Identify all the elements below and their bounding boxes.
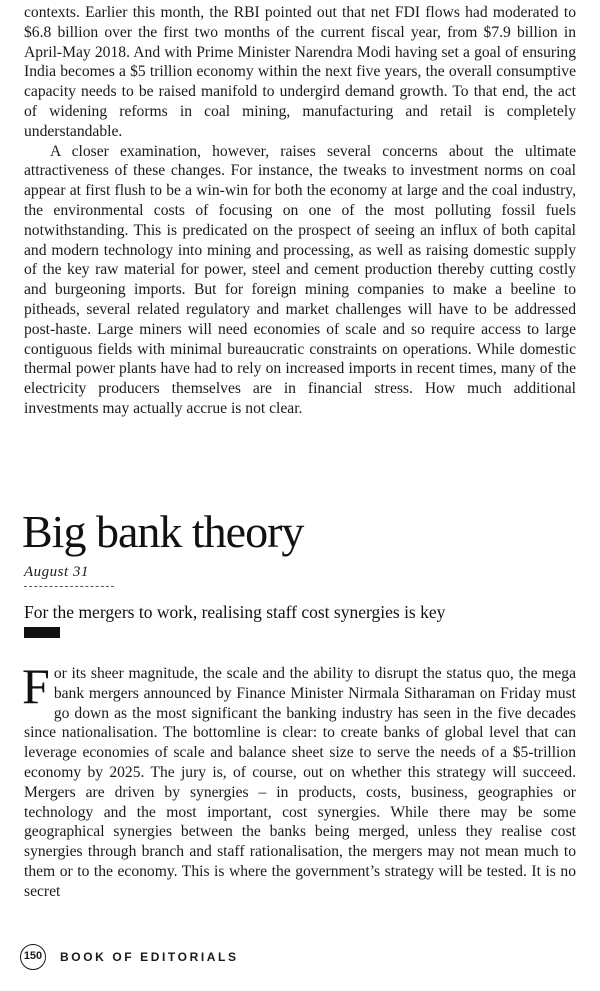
article-2-date: August 31	[24, 564, 89, 580]
article-1-paragraph-continued: contexts. Earlier this month, the RBI pointed out that net FDI flows had moderated to $6.8 billion over the first two months of the current fiscal year, from $7.9 billion in April-May 2018. And with Prime Minister Narendra Modi having set a goal of ensuring India becomes a $5 trillion economy within the next five years, the overall consumptive capacity needs to be raised manifold to undergird demand growth. To that end, the act of widening reforms in coal mining, manufacturing and retail is completely understandable.	[24, 4, 576, 140]
date-underline-rule	[24, 586, 114, 587]
article-1-paragraph-2: A closer examination, however, raises several concerns about the ultimate attractiveness of these changes. For instance, the tweaks to investment norms on coal appear at first flush to be a win-win for both the economy at large and the coal industry, the environmental costs of focusing on one of the most polluting fossil fuels notwithstanding. This is predicated on the prospect of seeing an influx of both capital and modern technology into mining and processing, as well as raising domestic supply of the key raw material for power, steel and cement production thereby cutting costly and burgeoning imports. But for foreign mining companies to make a beeline to pitheads, several related regulatory and market challenges will have to be addressed post-haste. Large miners will need economies of scale and so require access to large contiguous fields with minimal bureaucratic constraints on operations. While domestic thermal power plants have had to rely on increased imports in recent times, many of the electricity producers themselves are in financial stress. How much additional investments may actually accrue is not clear.	[24, 142, 576, 417]
article-1-body	[24, 3, 576, 419]
article-2-body	[22, 658, 576, 902]
article-2-headline: Big bank theory	[22, 506, 304, 557]
drop-cap: F	[22, 658, 50, 714]
article-2-paragraph-1: or its sheer magnitude, the scale and the ability to disrupt the status quo, the mega bank mergers announced by Finance Minister Nirmala Sitharaman on Friday must go down as the most significant the banking industry has seen in the five decades since nationalisation. The bottomline is clear: to create banks of global level that can leverage economies of scale and balance sheet size to serve the needs of a $5-trillion economy by 2025. The jury is, of course, out on whether this strategy will succeed. Mergers are driven by synergies – in products, costs, business, geographies or technology and the most important, cost synergies. While there may be some geographical synergies between the banks being merged, unless they realise cost synergies through branch and staff rationalisation, the mergers may not mean much to them or to the economy. This is where the government’s strategy will be tested. It is no secret	[24, 665, 576, 900]
deck-marker-bar	[24, 627, 60, 638]
running-footer-title: BOOK OF EDITORIALS	[60, 950, 239, 964]
article-2-deck: For the mergers to work, realising staff cost synergies is key	[24, 602, 446, 622]
page-number-badge: 150	[20, 944, 46, 970]
